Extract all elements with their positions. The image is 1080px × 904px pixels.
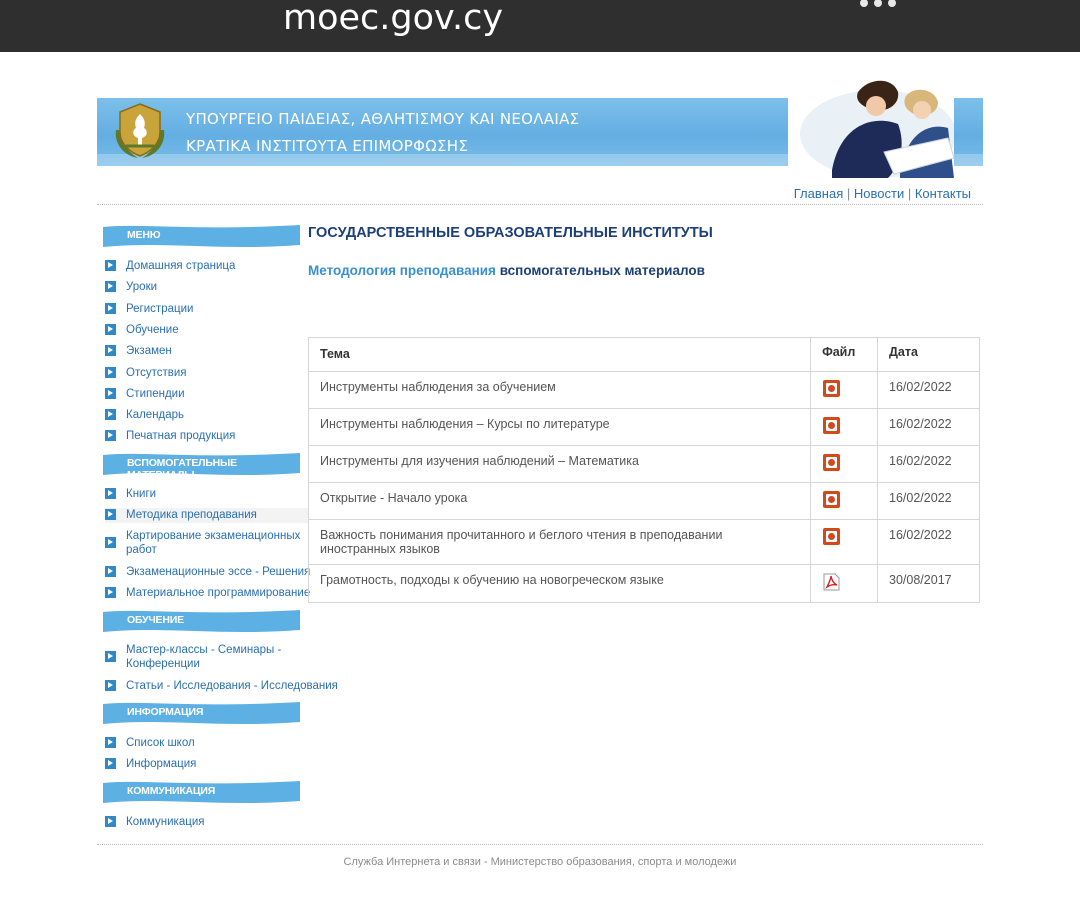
row-date: 16/02/2022 xyxy=(878,446,980,483)
arrow-right-icon xyxy=(105,737,116,748)
banner-ministry-title: ΥΠΟΥΡΓΕΙΟ ΠΑΙΔΕΙΑΣ, ΑΘΛΗΤΙΣΜΟΥ ΚΑΙ ΝΕΟΛΑΙΑΣ xyxy=(186,110,580,128)
footer-divider xyxy=(97,844,983,845)
sidebar-item-teaching-methodology[interactable]: Методика преподавания xyxy=(105,508,309,523)
nav-news-link[interactable]: Новости xyxy=(853,186,905,201)
nav-separator: | xyxy=(907,186,912,201)
arrow-right-icon xyxy=(105,587,116,598)
powerpoint-file-icon[interactable] xyxy=(823,417,840,434)
browser-url-bar[interactable] xyxy=(0,0,1080,52)
row-file xyxy=(811,565,878,603)
row-file xyxy=(811,372,878,409)
url-bar-status-icons xyxy=(860,0,950,4)
header-divider xyxy=(97,204,983,205)
powerpoint-file-icon[interactable] xyxy=(823,380,840,397)
table-row xyxy=(309,409,980,446)
arrow-right-icon xyxy=(105,430,116,441)
column-header-date: Дата xyxy=(878,338,980,372)
table-row xyxy=(309,483,980,520)
powerpoint-file-icon[interactable] xyxy=(823,528,840,545)
row-file xyxy=(811,446,878,483)
arrow-right-icon xyxy=(105,680,116,691)
powerpoint-file-icon[interactable] xyxy=(823,454,840,471)
sidebar-heading-info: ИНФОРМАЦИЯ xyxy=(103,700,300,726)
arrow-right-icon xyxy=(105,816,116,827)
students-writing-photo xyxy=(788,74,954,178)
powerpoint-file-icon[interactable] xyxy=(823,491,840,508)
subtitle-methodology: Методология преподавания xyxy=(308,263,496,278)
cyprus-coat-of-arms-icon xyxy=(108,100,172,164)
sidebar-heading-materials: ВСПОМОГАТЕЛЬНЫЕ МАТЕРИАЛЫ xyxy=(103,451,300,477)
arrow-right-icon xyxy=(105,758,116,769)
arrow-right-icon xyxy=(105,488,116,499)
arrow-right-icon xyxy=(105,537,116,548)
row-file xyxy=(811,409,878,446)
arrow-right-icon xyxy=(105,388,116,399)
arrow-right-icon xyxy=(105,367,116,378)
row-file xyxy=(811,483,878,520)
top-navigation xyxy=(794,186,971,201)
arrow-right-icon xyxy=(105,566,116,577)
nav-separator: | xyxy=(846,186,851,201)
table-row xyxy=(309,565,980,603)
row-file xyxy=(811,520,878,565)
sidebar-heading-training: ОБУЧЕНИЕ xyxy=(103,608,300,634)
row-date: 16/02/2022 xyxy=(878,520,980,565)
row-theme: Открытие - Начало урока xyxy=(309,483,811,520)
table-row xyxy=(309,446,980,483)
subtitle-materials: вспомогательных материалов xyxy=(499,263,705,278)
table-row xyxy=(309,372,980,409)
arrow-right-icon xyxy=(105,303,116,314)
nav-home-link[interactable]: Главная xyxy=(793,186,844,201)
arrow-right-icon xyxy=(105,324,116,335)
arrow-right-icon xyxy=(105,260,116,271)
arrow-right-icon xyxy=(105,651,116,662)
table-header-row xyxy=(309,338,980,372)
nav-contacts-link[interactable]: Контакты xyxy=(914,186,971,201)
row-theme: Инструменты наблюдения за обучением xyxy=(309,372,811,409)
row-theme: Инструменты наблюдения – Курсы по литературе xyxy=(309,409,811,446)
row-date: 16/02/2022 xyxy=(878,409,980,446)
arrow-right-icon xyxy=(105,345,116,356)
row-date: 16/02/2022 xyxy=(878,372,980,409)
row-theme: Инструменты для изучения наблюдений – Математика xyxy=(309,446,811,483)
row-date: 16/02/2022 xyxy=(878,483,980,520)
page-subtitle xyxy=(308,263,705,278)
table-row xyxy=(309,520,980,565)
url-text[interactable]: moec.gov.cy xyxy=(283,0,504,38)
row-date: 30/08/2017 xyxy=(878,565,980,603)
banner-institute-title: ΚΡΑΤΙΚΑ ΙΝΣΤΙΤΟΥΤΑ ΕΠΙΜΟΡΦΩΣΗΣ xyxy=(186,137,469,155)
column-header-theme: Тема xyxy=(309,338,811,372)
sidebar-heading-menu: МЕНЮ xyxy=(103,223,300,249)
footer-text: Служба Интернета и связи - Министерство образования, спорта и молодежи xyxy=(343,856,737,868)
arrow-right-icon xyxy=(105,281,116,292)
row-theme: Важность понимания прочитанного и беглого чтения в преподавании иностранных языков xyxy=(309,520,811,565)
page-title: ГОСУДАРСТВЕННЫЕ ОБРАЗОВАТЕЛЬНЫЕ ИНСТИТУТЫ xyxy=(308,225,713,241)
column-header-file: Файл xyxy=(811,338,878,372)
arrow-right-icon xyxy=(105,409,116,420)
arrow-right-icon xyxy=(105,509,116,520)
sidebar-heading-communication: КОММУНИКАЦИЯ xyxy=(103,779,300,805)
documents-table xyxy=(308,337,980,603)
row-theme: Грамотность, подходы к обучению на новогреческом языке xyxy=(309,565,811,603)
pdf-file-icon[interactable] xyxy=(823,573,840,591)
